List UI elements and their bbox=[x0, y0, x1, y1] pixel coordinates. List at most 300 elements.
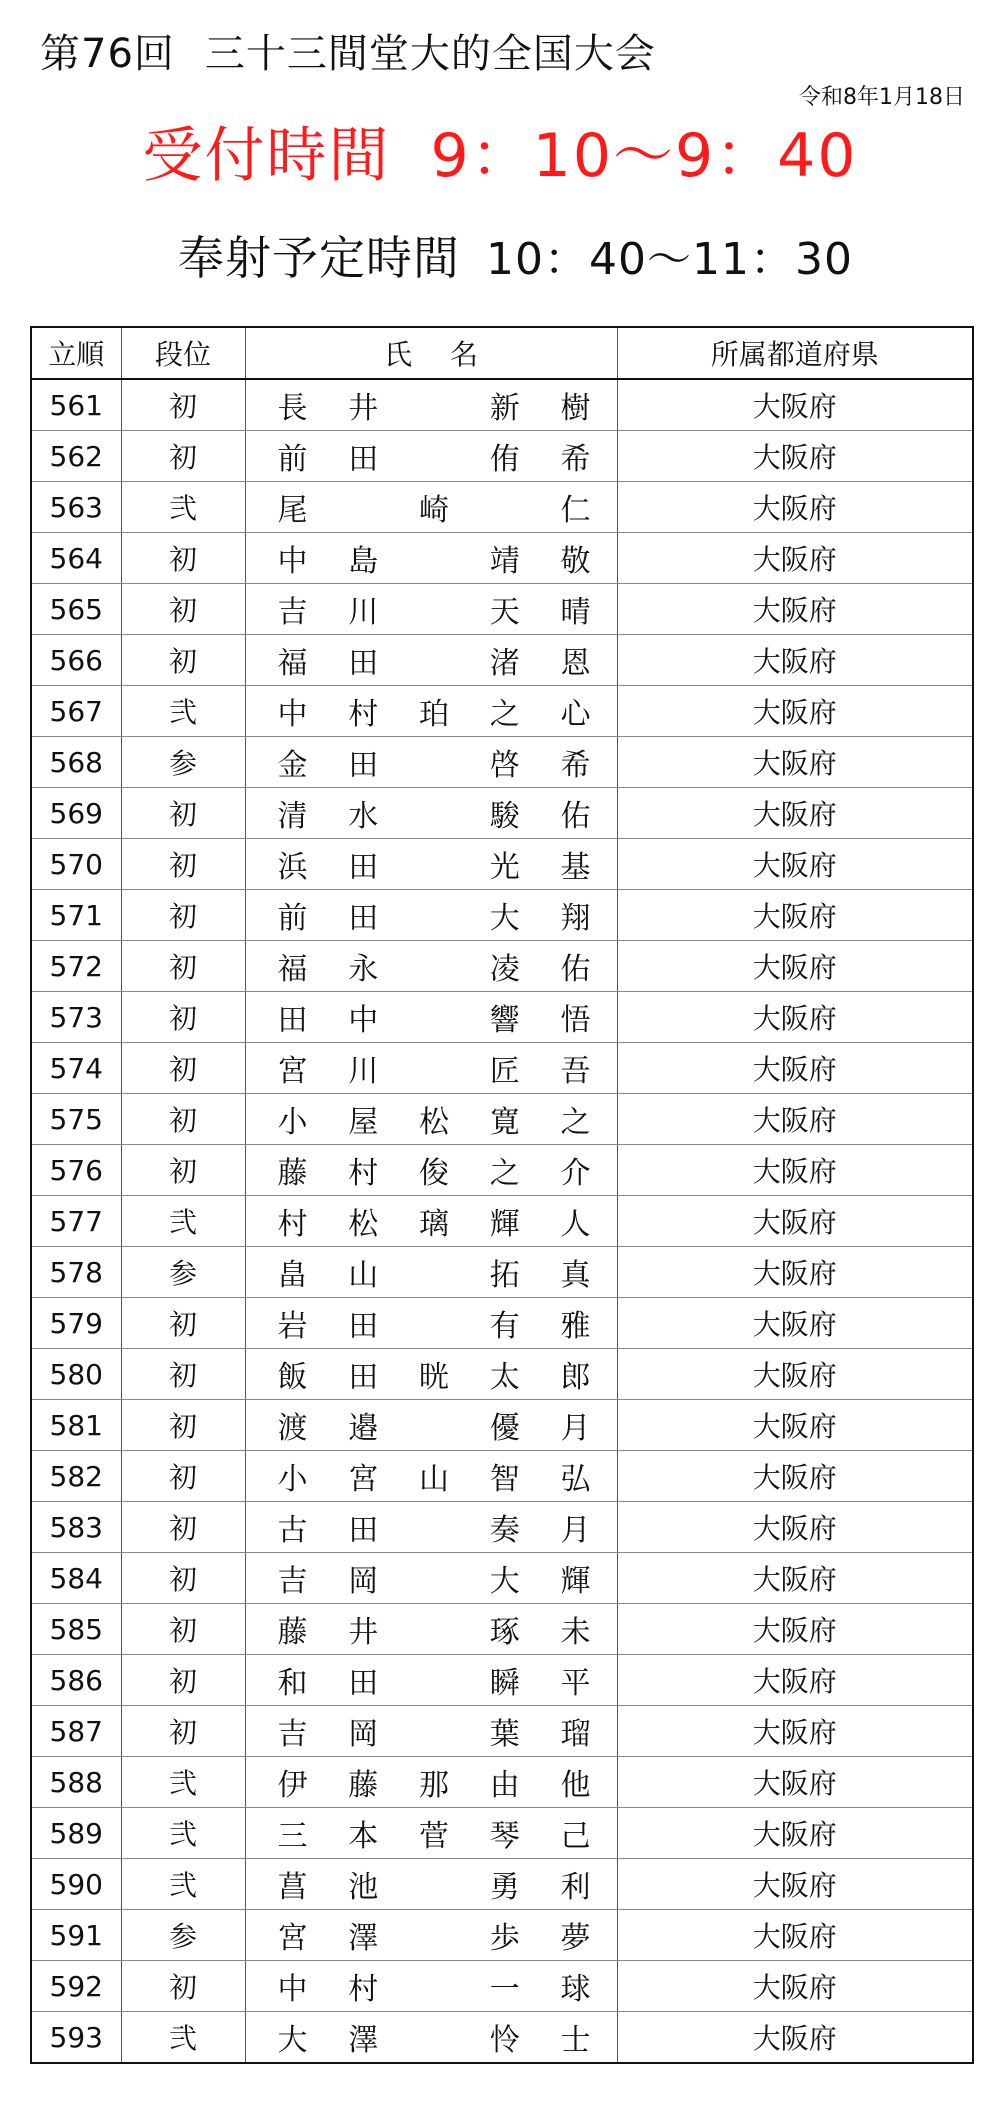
cell-prefecture: 大阪府 bbox=[617, 1502, 973, 1553]
table-row bbox=[31, 1604, 973, 1655]
name-char bbox=[419, 1505, 449, 1549]
name-char bbox=[419, 995, 449, 1039]
cell-name bbox=[245, 1757, 617, 1808]
name-char bbox=[348, 485, 378, 529]
name-char: 夢 bbox=[560, 1921, 591, 1956]
cell-order: 569 bbox=[31, 788, 121, 839]
column-header-name-char: 氏 bbox=[383, 338, 412, 371]
name-char bbox=[490, 485, 520, 529]
name-char: 田 bbox=[348, 1666, 379, 1701]
cell-rank: 初 bbox=[121, 788, 245, 839]
name-char: 和 bbox=[277, 1666, 308, 1701]
cell-rank: 参 bbox=[121, 1910, 245, 1961]
name-char: 田 bbox=[348, 748, 379, 783]
column-header-rank: 段位 bbox=[121, 327, 245, 379]
cell-name bbox=[245, 1298, 617, 1349]
cell-rank: 参 bbox=[121, 737, 245, 788]
column-header-name-char: 名 bbox=[450, 338, 479, 371]
name-char: 渡 bbox=[277, 1411, 308, 1446]
cell-order: 584 bbox=[31, 1553, 121, 1604]
cell-rank: 弐 bbox=[121, 1859, 245, 1910]
cell-prefecture: 大阪府 bbox=[617, 737, 973, 788]
cell-prefecture: 大阪府 bbox=[617, 1961, 973, 2012]
cell-name bbox=[245, 1247, 617, 1298]
shooting-time: 10：40～11：30 bbox=[486, 234, 853, 285]
shooting-label: 奉射予定時間 bbox=[178, 231, 460, 285]
table-row bbox=[31, 1961, 973, 2012]
name-char bbox=[419, 1658, 449, 1702]
name-char: 郎 bbox=[560, 1360, 591, 1395]
cell-rank: 初 bbox=[121, 992, 245, 1043]
name-char: 他 bbox=[560, 1768, 591, 1803]
cell-name bbox=[245, 1604, 617, 1655]
cell-rank: 初 bbox=[121, 1145, 245, 1196]
name-char: 崎 bbox=[419, 493, 449, 528]
table-row bbox=[31, 686, 973, 737]
name-char: 平 bbox=[560, 1666, 591, 1701]
name-char: 啓 bbox=[489, 748, 520, 783]
column-header-prefecture: 所属都道府県 bbox=[617, 327, 973, 379]
name-char: 樹 bbox=[560, 391, 591, 426]
name-char: 渚 bbox=[489, 646, 520, 681]
name-char: 心 bbox=[560, 697, 591, 732]
cell-name bbox=[245, 1043, 617, 1094]
name-char: 希 bbox=[560, 748, 591, 783]
table-row bbox=[31, 1910, 973, 1961]
cell-prefecture: 大阪府 bbox=[617, 1196, 973, 1247]
name-char bbox=[419, 1607, 449, 1651]
name-char: 寛 bbox=[489, 1105, 520, 1140]
name-char bbox=[419, 1046, 449, 1090]
cell-name bbox=[245, 1655, 617, 1706]
cell-prefecture: 大阪府 bbox=[617, 533, 973, 584]
name-char: 己 bbox=[560, 1819, 591, 1854]
name-char: 月 bbox=[560, 1411, 591, 1446]
name-char: 琴 bbox=[489, 1819, 520, 1854]
name-char: 晄 bbox=[419, 1360, 449, 1395]
cell-order: 564 bbox=[31, 533, 121, 584]
name-char: 畠 bbox=[277, 1258, 308, 1293]
name-char: 田 bbox=[348, 1513, 379, 1548]
name-char: 長 bbox=[277, 391, 308, 426]
cell-name bbox=[245, 839, 617, 890]
name-char: 歩 bbox=[489, 1921, 520, 1956]
name-char: 月 bbox=[560, 1513, 591, 1548]
table-row bbox=[31, 1247, 973, 1298]
name-char: 松 bbox=[419, 1105, 449, 1140]
name-char: 島 bbox=[348, 544, 379, 579]
cell-prefecture: 大阪府 bbox=[617, 992, 973, 1043]
cell-name bbox=[245, 890, 617, 941]
cell-prefecture: 大阪府 bbox=[617, 431, 973, 482]
name-char: 之 bbox=[489, 697, 520, 732]
document-title bbox=[40, 22, 656, 79]
name-char: 侑 bbox=[489, 442, 520, 477]
shooting-time-line bbox=[178, 222, 853, 288]
cell-prefecture: 大阪府 bbox=[617, 2012, 973, 2064]
name-char bbox=[419, 434, 449, 478]
cell-name bbox=[245, 1349, 617, 1400]
table-row bbox=[31, 1859, 973, 1910]
name-char: 村 bbox=[348, 1156, 379, 1191]
name-char: 恩 bbox=[560, 646, 591, 681]
table-row bbox=[31, 1145, 973, 1196]
cell-rank: 弐 bbox=[121, 1196, 245, 1247]
name-char bbox=[419, 1556, 449, 1600]
name-char: 翔 bbox=[560, 901, 591, 936]
name-char: 晴 bbox=[560, 595, 591, 630]
cell-rank: 弐 bbox=[121, 2012, 245, 2064]
cell-rank: 初 bbox=[121, 635, 245, 686]
cell-prefecture: 大阪府 bbox=[617, 1451, 973, 1502]
cell-order: 592 bbox=[31, 1961, 121, 2012]
cell-order: 568 bbox=[31, 737, 121, 788]
name-char: 澤 bbox=[348, 2023, 379, 2058]
name-char: 球 bbox=[560, 1972, 591, 2007]
cell-prefecture: 大阪府 bbox=[617, 1247, 973, 1298]
name-char: 岡 bbox=[348, 1717, 379, 1752]
name-char: 松 bbox=[348, 1207, 379, 1242]
cell-rank: 初 bbox=[121, 1961, 245, 2012]
cell-prefecture: 大阪府 bbox=[617, 1655, 973, 1706]
table-row bbox=[31, 1655, 973, 1706]
name-char: 基 bbox=[560, 850, 591, 885]
name-char: 太 bbox=[489, 1360, 520, 1395]
name-char: 大 bbox=[489, 901, 520, 936]
name-char: 拓 bbox=[489, 1258, 520, 1293]
cell-rank: 初 bbox=[121, 379, 245, 431]
table-row bbox=[31, 941, 973, 992]
table-row bbox=[31, 1553, 973, 1604]
name-char: 永 bbox=[348, 952, 379, 987]
name-char: 仁 bbox=[560, 493, 591, 528]
table-row bbox=[31, 890, 973, 941]
cell-rank: 初 bbox=[121, 1451, 245, 1502]
cell-prefecture: 大阪府 bbox=[617, 1604, 973, 1655]
name-char: 池 bbox=[348, 1870, 379, 1905]
name-char: 利 bbox=[560, 1870, 591, 1905]
cell-prefecture: 大阪府 bbox=[617, 890, 973, 941]
cell-name bbox=[245, 1808, 617, 1859]
cell-name bbox=[245, 1859, 617, 1910]
cell-order: 570 bbox=[31, 839, 121, 890]
cell-order: 571 bbox=[31, 890, 121, 941]
name-char: 田 bbox=[348, 850, 379, 885]
name-char: 大 bbox=[277, 2023, 308, 2058]
cell-order: 574 bbox=[31, 1043, 121, 1094]
name-char bbox=[419, 1301, 449, 1345]
table-row bbox=[31, 1298, 973, 1349]
table-row bbox=[31, 737, 973, 788]
cell-order: 572 bbox=[31, 941, 121, 992]
name-char: 弘 bbox=[560, 1462, 591, 1497]
cell-order: 576 bbox=[31, 1145, 121, 1196]
table-row bbox=[31, 379, 973, 431]
name-char: 天 bbox=[489, 595, 520, 630]
name-char: 之 bbox=[560, 1105, 591, 1140]
name-char: 輝 bbox=[489, 1207, 520, 1242]
reception-label: 受付時間 bbox=[142, 121, 391, 191]
name-char bbox=[419, 944, 449, 988]
cell-order: 587 bbox=[31, 1706, 121, 1757]
column-header-order: 立順 bbox=[31, 327, 121, 379]
reception-time: 9：10～9：40 bbox=[430, 121, 858, 191]
cell-order: 581 bbox=[31, 1400, 121, 1451]
name-char bbox=[419, 638, 449, 682]
cell-rank: 初 bbox=[121, 1298, 245, 1349]
name-char: 怜 bbox=[489, 2023, 520, 2058]
cell-order: 588 bbox=[31, 1757, 121, 1808]
table-row bbox=[31, 1196, 973, 1247]
name-char: 雅 bbox=[560, 1309, 591, 1344]
cell-order: 578 bbox=[31, 1247, 121, 1298]
cell-rank: 初 bbox=[121, 1706, 245, 1757]
name-char: 敬 bbox=[560, 544, 591, 579]
name-char: 福 bbox=[277, 646, 308, 681]
name-char: 浜 bbox=[277, 850, 308, 885]
cell-rank: 初 bbox=[121, 1400, 245, 1451]
name-char: 有 bbox=[489, 1309, 520, 1344]
cell-name bbox=[245, 2012, 617, 2064]
table-row bbox=[31, 1757, 973, 1808]
table-row bbox=[31, 584, 973, 635]
cell-order: 579 bbox=[31, 1298, 121, 1349]
name-char: 未 bbox=[560, 1615, 591, 1650]
name-char: 中 bbox=[348, 1003, 379, 1038]
name-char: 岩 bbox=[277, 1309, 308, 1344]
name-char: 智 bbox=[489, 1462, 520, 1497]
cell-name bbox=[245, 737, 617, 788]
cell-prefecture: 大阪府 bbox=[617, 1808, 973, 1859]
name-char: 之 bbox=[489, 1156, 520, 1191]
name-char: 藤 bbox=[277, 1615, 308, 1650]
cell-order: 591 bbox=[31, 1910, 121, 1961]
name-char: 吉 bbox=[277, 1564, 308, 1599]
name-char: 中 bbox=[277, 697, 308, 732]
name-char: 瑠 bbox=[560, 1717, 591, 1752]
name-char: 吉 bbox=[277, 1717, 308, 1752]
cell-name bbox=[245, 1196, 617, 1247]
name-char bbox=[419, 791, 449, 835]
name-char bbox=[419, 1250, 449, 1294]
cell-rank: 初 bbox=[121, 533, 245, 584]
name-char: 山 bbox=[348, 1258, 379, 1293]
table-row bbox=[31, 635, 973, 686]
name-char: 吉 bbox=[277, 595, 308, 630]
name-char: 澤 bbox=[348, 1921, 379, 1956]
name-char bbox=[419, 1403, 449, 1447]
name-char: 川 bbox=[348, 1054, 379, 1089]
cell-order: 563 bbox=[31, 482, 121, 533]
name-char: 希 bbox=[560, 442, 591, 477]
name-char: 金 bbox=[277, 748, 308, 783]
name-char: 光 bbox=[489, 850, 520, 885]
name-char: 本 bbox=[348, 1819, 379, 1854]
name-char: 前 bbox=[277, 901, 308, 936]
name-char: 宮 bbox=[277, 1921, 308, 1956]
cell-order: 561 bbox=[31, 379, 121, 431]
name-char: 水 bbox=[348, 799, 379, 834]
cell-rank: 弐 bbox=[121, 1808, 245, 1859]
name-char: 吾 bbox=[560, 1054, 591, 1089]
name-char: 璃 bbox=[419, 1207, 449, 1242]
name-char: 優 bbox=[489, 1411, 520, 1446]
cell-name bbox=[245, 1145, 617, 1196]
name-char: 中 bbox=[277, 544, 308, 579]
cell-rank: 初 bbox=[121, 890, 245, 941]
name-char bbox=[419, 1913, 449, 1957]
name-char: 尾 bbox=[277, 493, 308, 528]
name-char: 清 bbox=[277, 799, 308, 834]
name-char: 駿 bbox=[489, 799, 520, 834]
table-row bbox=[31, 2012, 973, 2064]
cell-prefecture: 大阪府 bbox=[617, 1043, 973, 1094]
table-row bbox=[31, 1502, 973, 1553]
cell-prefecture: 大阪府 bbox=[617, 839, 973, 890]
cell-rank: 弐 bbox=[121, 1757, 245, 1808]
cell-name bbox=[245, 1400, 617, 1451]
cell-order: 586 bbox=[31, 1655, 121, 1706]
name-char: 俊 bbox=[419, 1156, 449, 1191]
name-char: 井 bbox=[348, 391, 379, 426]
cell-prefecture: 大阪府 bbox=[617, 1757, 973, 1808]
name-char: 田 bbox=[348, 901, 379, 936]
name-char bbox=[419, 536, 449, 580]
table-row bbox=[31, 1400, 973, 1451]
cell-order: 589 bbox=[31, 1808, 121, 1859]
name-char: 田 bbox=[348, 646, 379, 681]
name-char: 藤 bbox=[277, 1156, 308, 1191]
roster-body bbox=[31, 379, 973, 2063]
cell-rank: 参 bbox=[121, 1247, 245, 1298]
name-char: 匠 bbox=[489, 1054, 520, 1089]
cell-order: 566 bbox=[31, 635, 121, 686]
cell-name bbox=[245, 379, 617, 431]
cell-order: 593 bbox=[31, 2012, 121, 2064]
cell-rank: 弐 bbox=[121, 482, 245, 533]
table-row bbox=[31, 1349, 973, 1400]
cell-name bbox=[245, 941, 617, 992]
name-char: 琢 bbox=[489, 1615, 520, 1650]
cell-prefecture: 大阪府 bbox=[617, 1910, 973, 1961]
name-char: 村 bbox=[277, 1207, 308, 1242]
cell-name bbox=[245, 584, 617, 635]
cell-order: 575 bbox=[31, 1094, 121, 1145]
cell-prefecture: 大阪府 bbox=[617, 686, 973, 737]
name-char: 前 bbox=[277, 442, 308, 477]
name-char: 響 bbox=[489, 1003, 520, 1038]
name-char: 田 bbox=[348, 1360, 379, 1395]
name-char bbox=[419, 383, 449, 427]
name-char: 那 bbox=[419, 1768, 449, 1803]
cell-rank: 初 bbox=[121, 431, 245, 482]
name-char: 靖 bbox=[489, 544, 520, 579]
cell-order: 565 bbox=[31, 584, 121, 635]
table-row bbox=[31, 431, 973, 482]
name-char: 田 bbox=[348, 1309, 379, 1344]
name-char: 佑 bbox=[560, 952, 591, 987]
name-char: 飯 bbox=[277, 1360, 308, 1395]
name-char: 中 bbox=[277, 1972, 308, 2007]
cell-name bbox=[245, 686, 617, 737]
name-char: 凌 bbox=[489, 952, 520, 987]
table-row bbox=[31, 1043, 973, 1094]
name-char: 宮 bbox=[277, 1054, 308, 1089]
name-char: 三 bbox=[277, 1819, 308, 1854]
cell-order: 577 bbox=[31, 1196, 121, 1247]
cell-order: 582 bbox=[31, 1451, 121, 1502]
table-header-row bbox=[31, 327, 973, 379]
cell-rank: 初 bbox=[121, 1094, 245, 1145]
cell-rank: 初 bbox=[121, 839, 245, 890]
name-char: 勇 bbox=[489, 1870, 520, 1905]
cell-name bbox=[245, 1553, 617, 1604]
name-char: 伊 bbox=[277, 1768, 308, 1803]
cell-order: 590 bbox=[31, 1859, 121, 1910]
cell-prefecture: 大阪府 bbox=[617, 1349, 973, 1400]
name-char: 邉 bbox=[348, 1411, 379, 1446]
name-char: 奏 bbox=[489, 1513, 520, 1548]
cell-rank: 初 bbox=[121, 1655, 245, 1706]
name-char: 士 bbox=[560, 2023, 591, 2058]
cell-name bbox=[245, 1094, 617, 1145]
table-row bbox=[31, 1706, 973, 1757]
name-char: 菖 bbox=[277, 1870, 308, 1905]
name-char: 福 bbox=[277, 952, 308, 987]
cell-name bbox=[245, 1502, 617, 1553]
cell-name bbox=[245, 1706, 617, 1757]
name-char: 一 bbox=[489, 1972, 520, 2007]
name-char: 悟 bbox=[560, 1003, 591, 1038]
table-row bbox=[31, 788, 973, 839]
cell-name bbox=[245, 1961, 617, 2012]
name-char: 菅 bbox=[419, 1819, 449, 1854]
cell-rank: 弐 bbox=[121, 686, 245, 737]
name-char bbox=[419, 842, 449, 886]
name-char: 山 bbox=[419, 1462, 449, 1497]
cell-name bbox=[245, 1451, 617, 1502]
table-row bbox=[31, 1451, 973, 1502]
cell-order: 567 bbox=[31, 686, 121, 737]
cell-rank: 初 bbox=[121, 1043, 245, 1094]
name-char: 川 bbox=[348, 595, 379, 630]
name-char: 田 bbox=[277, 1003, 308, 1038]
name-char: 岡 bbox=[348, 1564, 379, 1599]
cell-name bbox=[245, 992, 617, 1043]
name-char: 村 bbox=[348, 1972, 379, 2007]
cell-order: 585 bbox=[31, 1604, 121, 1655]
table-row bbox=[31, 482, 973, 533]
cell-prefecture: 大阪府 bbox=[617, 788, 973, 839]
name-char: 井 bbox=[348, 1615, 379, 1650]
name-char bbox=[419, 1862, 449, 1906]
name-char: 古 bbox=[277, 1513, 308, 1548]
name-char: 真 bbox=[560, 1258, 591, 1293]
cell-prefecture: 大阪府 bbox=[617, 1400, 973, 1451]
name-char: 小 bbox=[277, 1105, 308, 1140]
reception-time-line bbox=[0, 108, 1000, 194]
cell-name bbox=[245, 635, 617, 686]
cell-prefecture: 大阪府 bbox=[617, 635, 973, 686]
cell-rank: 初 bbox=[121, 584, 245, 635]
cell-order: 562 bbox=[31, 431, 121, 482]
name-char: 田 bbox=[348, 442, 379, 477]
cell-name bbox=[245, 533, 617, 584]
document-date: 令和8年1月18日 bbox=[799, 85, 965, 110]
cell-prefecture: 大阪府 bbox=[617, 941, 973, 992]
column-header-name bbox=[245, 327, 617, 379]
cell-prefecture: 大阪府 bbox=[617, 1859, 973, 1910]
